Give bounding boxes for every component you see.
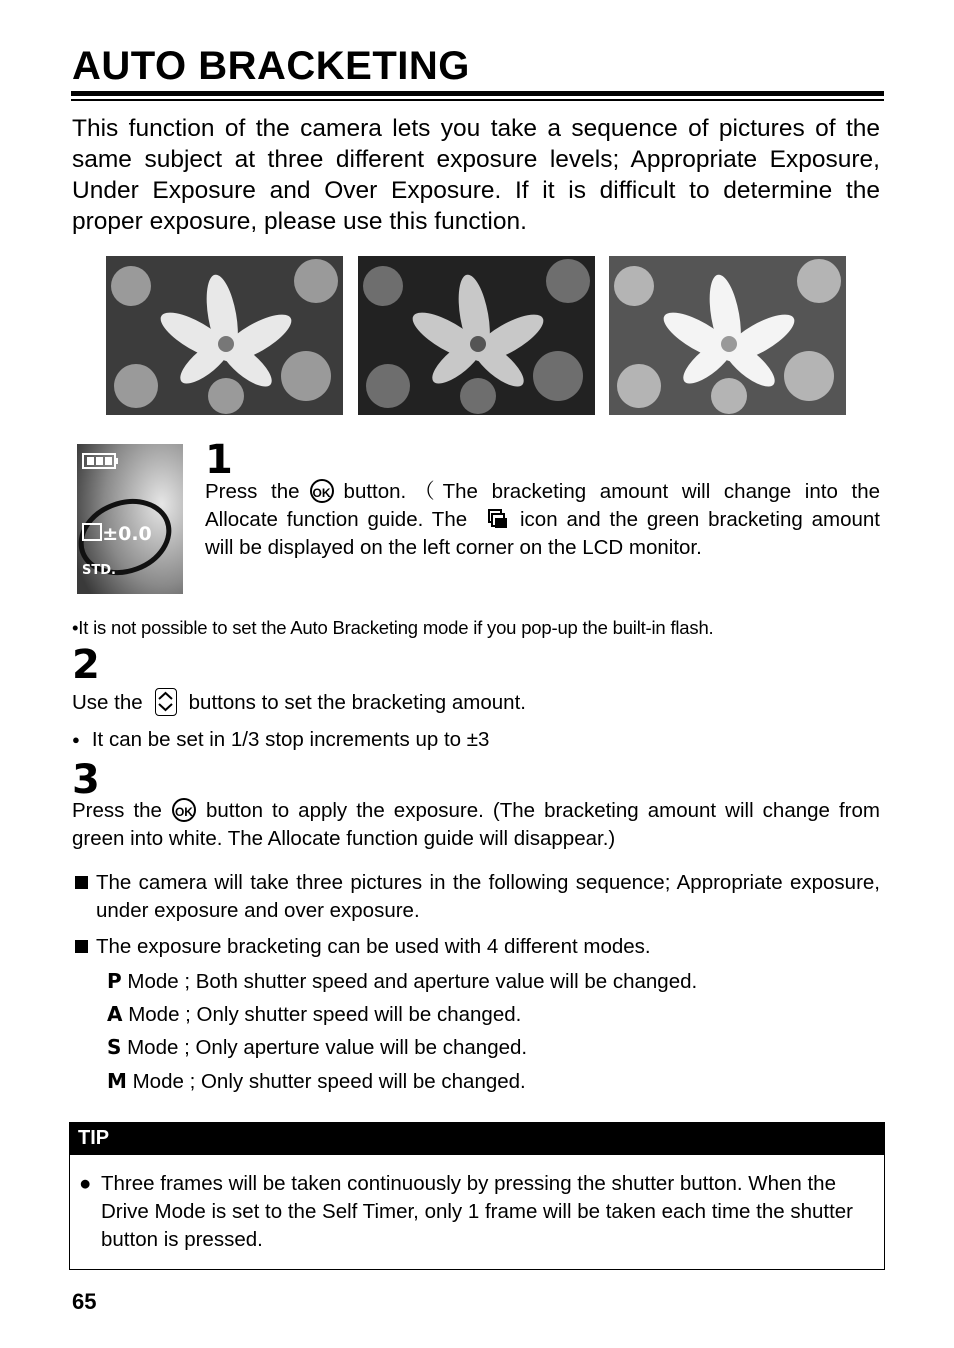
flower-photo-over (609, 256, 846, 415)
mode-a-row (107, 1000, 521, 1029)
step-2-bullet: ● It can be set in 1/3 stop increments up to ±3 (72, 728, 490, 751)
mode-a-letter: A (107, 1002, 123, 1026)
square-bullet-icon (75, 940, 88, 953)
tip-bullet-icon: ● (79, 1172, 92, 1195)
step-3-text-b: button to apply the exposure. (The bracketing amount will change from green into white. The Allocate function guide will disappear.) (72, 799, 880, 850)
step-1-text-c: icon and the green bracketing amount will be displayed on the left corner on the LCD monitor. (205, 508, 880, 559)
square-bullet-icon (75, 876, 88, 889)
step-2-text-a: Use the (72, 691, 143, 714)
step-3-number: 3 (72, 757, 100, 803)
tip-header: TIP (69, 1122, 885, 1155)
point-sequence-text: The camera will take three pictures in the following sequence; Appropriate exposure, under exposure and over exposure. (96, 871, 880, 922)
up-down-buttons-icon (155, 688, 177, 716)
step-1-number: 1 (205, 437, 233, 483)
mode-p-letter: P (107, 969, 122, 993)
flash-note-text: It is not possible to set the Auto Bracketing mode if you pop-up the built-in flash. (78, 617, 714, 638)
ok-button-icon: OK (310, 479, 334, 503)
step-2-number: 2 (72, 642, 100, 688)
mode-s-text: Mode ; Only aperture value will be changed. (127, 1036, 528, 1059)
mode-p-row (107, 967, 697, 996)
ok-button-icon: OK (172, 798, 196, 822)
step-1-text-b: button.（The bracketing amount will change into the Allocate function guide. The (205, 480, 880, 531)
exposure-bracket-icon (488, 509, 508, 529)
mode-m-letter: M (107, 1069, 127, 1093)
title-rule-thin (71, 99, 884, 101)
page-number: 65 (72, 1289, 97, 1314)
tip-text: Three frames will be taken continuously by pressing the shutter button. When the Drive Mode is set to the Self Timer, only 1 frame will be taken each time the shutter button is pressed. (101, 1172, 854, 1251)
mode-a-text: Mode ; Only shutter speed will be changed. (128, 1003, 522, 1026)
intro-paragraph: This function of the camera lets you take a sequence of pictures of the same subject at three different exposure levels; Appropriate Exposure, Under Exposure and Over Exposure. If it is difficult to determine the proper exposure, please use this function. (72, 115, 880, 235)
point-sequence (72, 869, 880, 925)
step-3-text-a: Press the (72, 799, 162, 822)
step-1-text-a: Press the (205, 480, 300, 503)
step-2-bullet-text: It can be set in 1/3 stop increments up to ±3 (91, 728, 490, 751)
mode-p-text: Mode ; Both shutter speed and aperture value will be changed. (127, 970, 698, 993)
step-1-text (205, 478, 880, 562)
lcd-mode-label: STD. (82, 563, 116, 578)
step-3-text (72, 797, 880, 853)
step-2-text (72, 689, 526, 718)
lcd-monitor-image (77, 444, 183, 594)
title-rule-thick (71, 91, 884, 96)
flower-photo-under (358, 256, 595, 415)
mode-s-letter: S (107, 1035, 122, 1059)
flash-note: •It is not possible to set the Auto Bracketing mode if you pop-up the built-in flash. (72, 617, 714, 638)
mode-m-row (107, 1067, 526, 1096)
page-title: AUTO BRACKETING (72, 44, 470, 88)
point-modes (72, 933, 880, 961)
step-2-text-b: buttons to set the bracketing amount. (188, 691, 526, 714)
flower-photo-appropriate (106, 256, 343, 415)
mode-m-text: Mode ; Only shutter speed will be changed. (132, 1070, 526, 1093)
mode-s-row (107, 1033, 527, 1062)
lcd-bracket-value: ±0.0 (102, 523, 152, 545)
point-modes-text: The exposure bracketing can be used with 4 different modes. (96, 935, 651, 958)
